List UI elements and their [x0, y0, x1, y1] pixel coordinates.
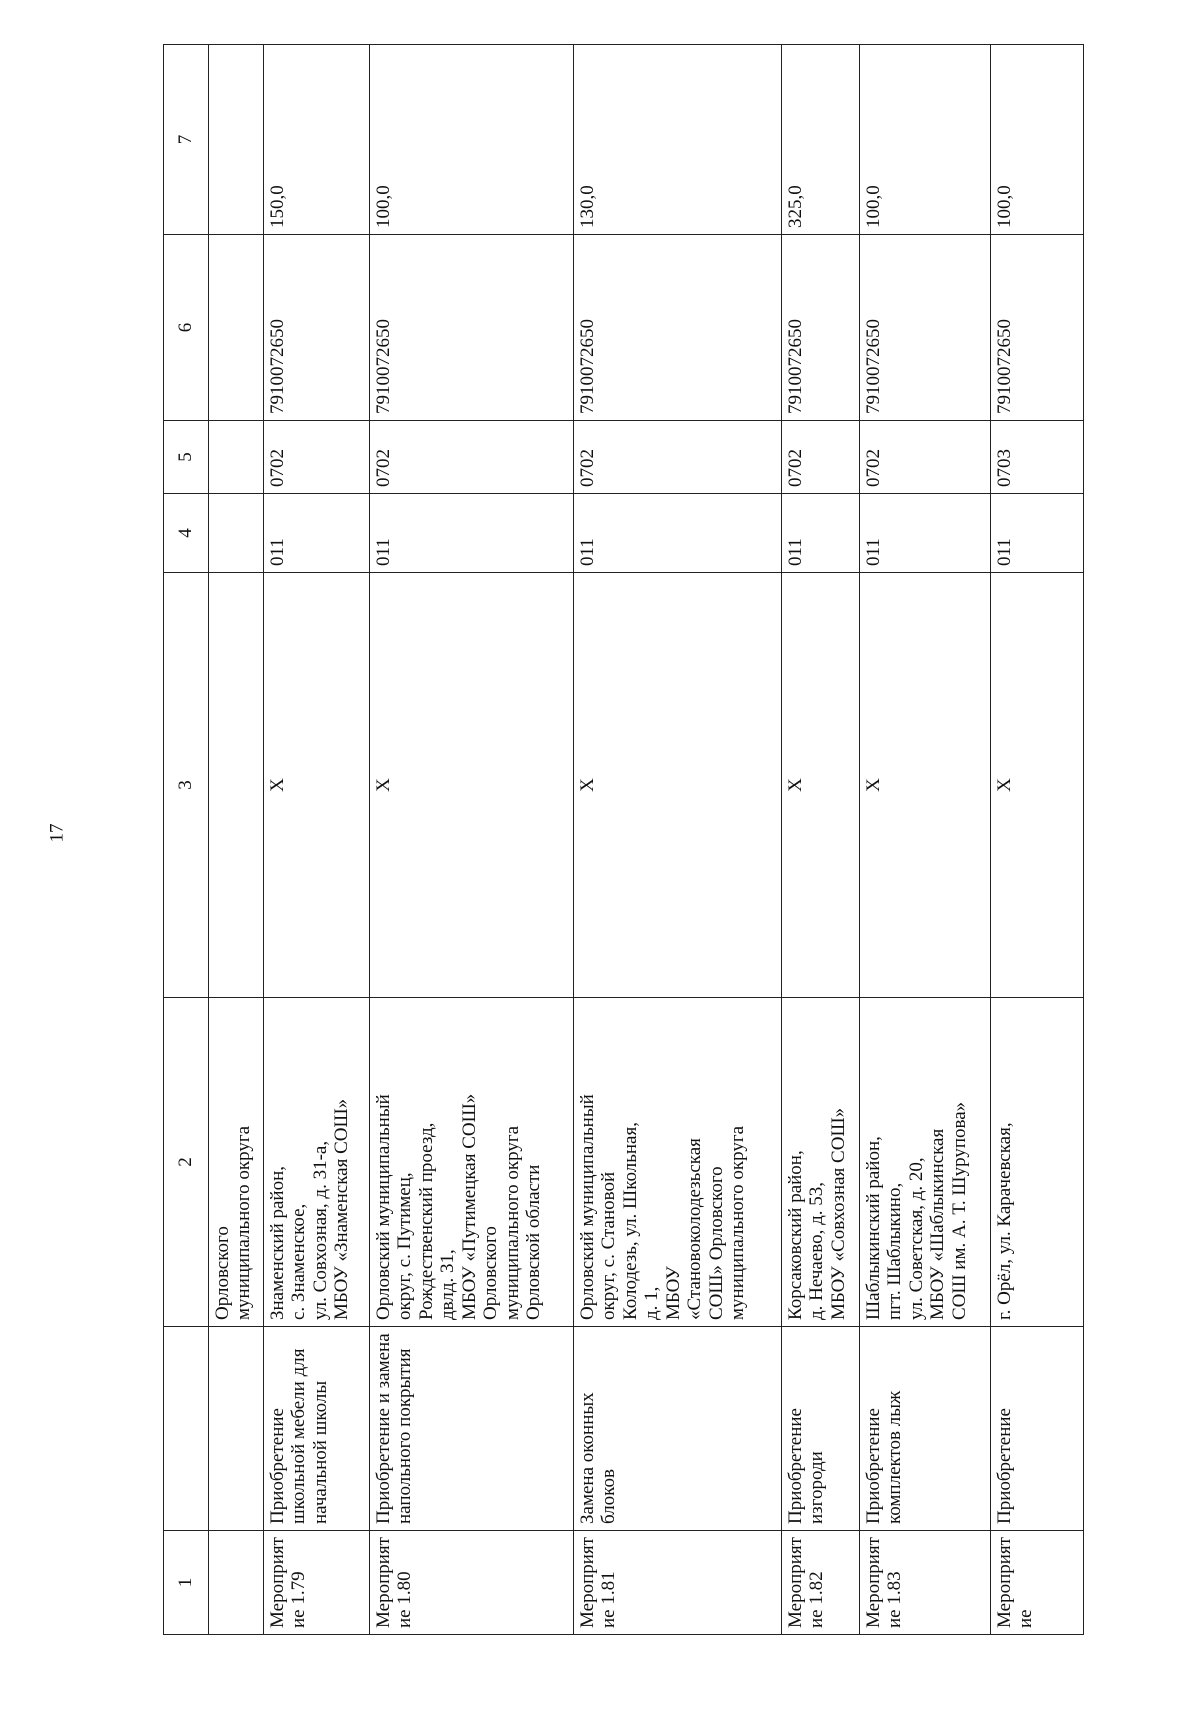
budget-table-wrapper: [163, 45, 1083, 1635]
continuation-cell: [209, 45, 264, 235]
table-row: [574, 45, 782, 1635]
header-cell-1: 1: [164, 1531, 209, 1635]
col6-value: 7910072650: [782, 235, 860, 421]
col3-mark: Х: [991, 573, 1084, 998]
page-number: 17: [46, 823, 68, 843]
col5-value: 0703: [991, 421, 1084, 494]
header-cell-3: 3: [164, 573, 209, 998]
event-name: Приобретение: [991, 1327, 1084, 1531]
continuation-row: [209, 45, 264, 1635]
col7-value: 100,0: [860, 45, 991, 235]
col3-mark: Х: [782, 573, 860, 998]
col6-value: 7910072650: [860, 235, 991, 421]
event-name: Приобретение комплектов лыж: [860, 1327, 991, 1531]
event-code: Мероприятие 1.79: [264, 1531, 370, 1635]
table-row: [991, 45, 1084, 1635]
col5-value: 0702: [860, 421, 991, 494]
event-address: Орловский муниципальный округ, с. Становой Колодезь, ул. Школьная, д. 1, МБОУ «Становоколодезьская СОШ» Орловского муниципального округа: [574, 998, 782, 1327]
header-cell-5: 5: [164, 421, 209, 494]
col6-value: 7910072650: [574, 235, 782, 421]
continuation-cell: [209, 235, 264, 421]
col3-mark: Х: [370, 573, 574, 998]
col7-value: 325,0: [782, 45, 860, 235]
event-name: Замена оконных блоков: [574, 1327, 782, 1531]
continuation-cell: [209, 573, 264, 998]
event-address: г. Орёл, ул. Карачевская,: [991, 998, 1084, 1327]
event-code: Мероприятие 1.83: [860, 1531, 991, 1635]
event-address: Знаменский район, с. Знаменское, ул. Совхозная, д. 31-а, МБОУ «Знаменская СОШ»: [264, 998, 370, 1327]
col4-value: 011: [370, 494, 574, 573]
col6-value: 7910072650: [991, 235, 1084, 421]
event-address: Корсаковский район, д. Нечаево, д. 53, МБОУ «Совхозная СОШ»: [782, 998, 860, 1327]
continuation-cell: [209, 1327, 264, 1531]
col5-value: 0702: [264, 421, 370, 494]
continuation-cell: [209, 494, 264, 573]
table-row: [860, 45, 991, 1635]
col7-value: 130,0: [574, 45, 782, 235]
col6-value: 7910072650: [264, 235, 370, 421]
col5-value: 0702: [370, 421, 574, 494]
table-header-row: [164, 45, 209, 1635]
col5-value: 0702: [574, 421, 782, 494]
col4-value: 011: [860, 494, 991, 573]
budget-table: [163, 44, 1084, 1635]
continuation-address: Орловского муниципального округа: [209, 998, 264, 1327]
header-cell-7: 7: [164, 45, 209, 235]
col7-value: 150,0: [264, 45, 370, 235]
event-code: Мероприятие 1.81: [574, 1531, 782, 1635]
header-cell-4: 4: [164, 494, 209, 573]
col4-value: 011: [991, 494, 1084, 573]
col3-mark: Х: [860, 573, 991, 998]
event-name: Приобретение изгороди: [782, 1327, 860, 1531]
table-row: [782, 45, 860, 1635]
col4-value: 011: [264, 494, 370, 573]
continuation-cell: [209, 421, 264, 494]
event-name: Приобретение и замена напольного покрытия: [370, 1327, 574, 1531]
continuation-cell: [209, 1531, 264, 1635]
col7-value: 100,0: [370, 45, 574, 235]
col3-mark: Х: [264, 573, 370, 998]
table-row: [264, 45, 370, 1635]
col4-value: 011: [574, 494, 782, 573]
event-code: Мероприятие: [991, 1531, 1084, 1635]
col6-value: 7910072650: [370, 235, 574, 421]
col3-mark: Х: [574, 573, 782, 998]
col5-value: 0702: [782, 421, 860, 494]
event-address: Шаблыкинский район, пгт. Шаблыкино, ул. Советская, д. 20, МБОУ «Шаблыкинская СОШ им. А. Т. Шурупова»: [860, 998, 991, 1327]
col7-value: 100,0: [991, 45, 1084, 235]
header-cell-6: 6: [164, 235, 209, 421]
event-code: Мероприятие 1.82: [782, 1531, 860, 1635]
table-row: [370, 45, 574, 1635]
col4-value: 011: [782, 494, 860, 573]
header-cell-1b: [164, 1327, 209, 1531]
event-name: Приобретение школьной мебели для начальной школы: [264, 1327, 370, 1531]
event-address: Орловский муниципальный округ, с. Путимец, Рождественский проезд, двлд. 31, МБОУ «Путимецкая СОШ» Орловского муниципального округа Орловской области: [370, 998, 574, 1327]
event-code: Мероприятие 1.80: [370, 1531, 574, 1635]
header-cell-2: 2: [164, 998, 209, 1327]
